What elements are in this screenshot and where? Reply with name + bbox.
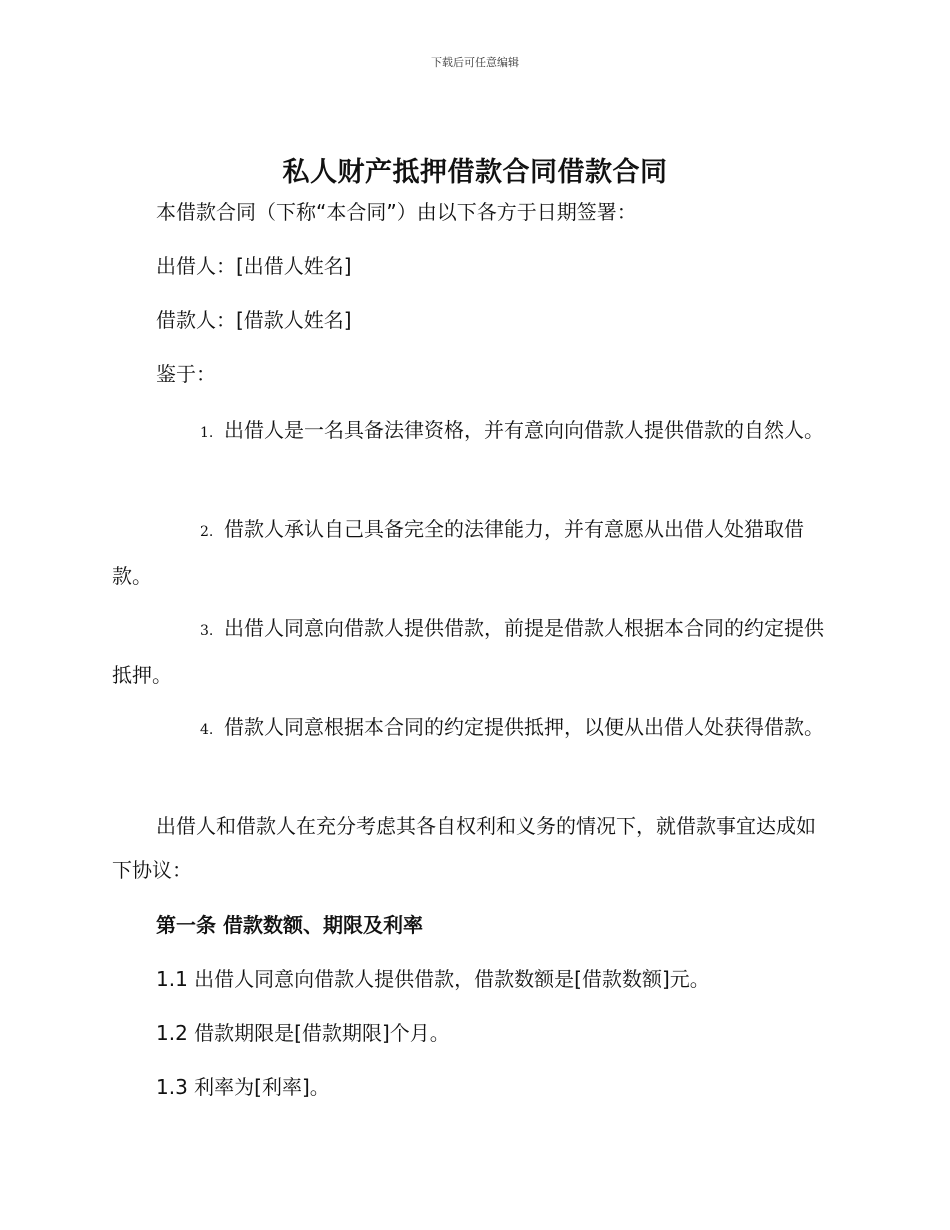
lender-line: 出借人：[出借人姓名] <box>156 254 352 278</box>
clause-item: 1.1 出借人同意向借款人提供借款，借款数额是[借款数额]元。 <box>156 967 710 991</box>
recital-number: 1. <box>200 425 214 441</box>
recital-text: 借款人承认自己具备完全的法律能力，并有意愿从出借人处猎取借款。 <box>112 517 804 588</box>
recital-item <box>112 507 834 598</box>
recital-number: 3. <box>200 623 214 639</box>
recital-item <box>112 606 834 697</box>
recital-number: 4. <box>200 722 214 738</box>
clause-item: 1.3 利率为[利率]。 <box>156 1075 330 1099</box>
borrower-line: 借款人：[借款人姓名] <box>156 308 352 332</box>
recital-text: 借款人同意根据本合同的约定提供抵押，以便从出借人处获得借款。 <box>224 715 824 739</box>
recital-item <box>112 705 834 752</box>
document-title: 私人财产抵押借款合同借款合同 <box>282 157 668 188</box>
recital-text: 出借人同意向借款人提供借款，前提是借款人根据本合同的约定提供抵押。 <box>112 616 824 687</box>
agreement-paragraph: 出借人和借款人在充分考虑其各自权利和义务的情况下，就借款事宜达成如下协议： <box>112 814 816 882</box>
intro-paragraph: 本借款合同（下称“本合同”）由以下各方于日期签署： <box>156 200 637 224</box>
page-header-note: 下载后可任意编辑 <box>431 56 519 69</box>
recital-number: 2. <box>200 524 214 540</box>
whereas-line: 鉴于： <box>156 362 216 386</box>
clause-item: 1.2 借款期限是[借款期限]个月。 <box>156 1021 450 1045</box>
article-heading: 第一条 借款数额、期限及利率 <box>156 913 423 937</box>
recital-item <box>112 408 834 455</box>
recital-text: 出借人是一名具备法律资格，并有意向向借款人提供借款的自然人。 <box>224 418 824 442</box>
